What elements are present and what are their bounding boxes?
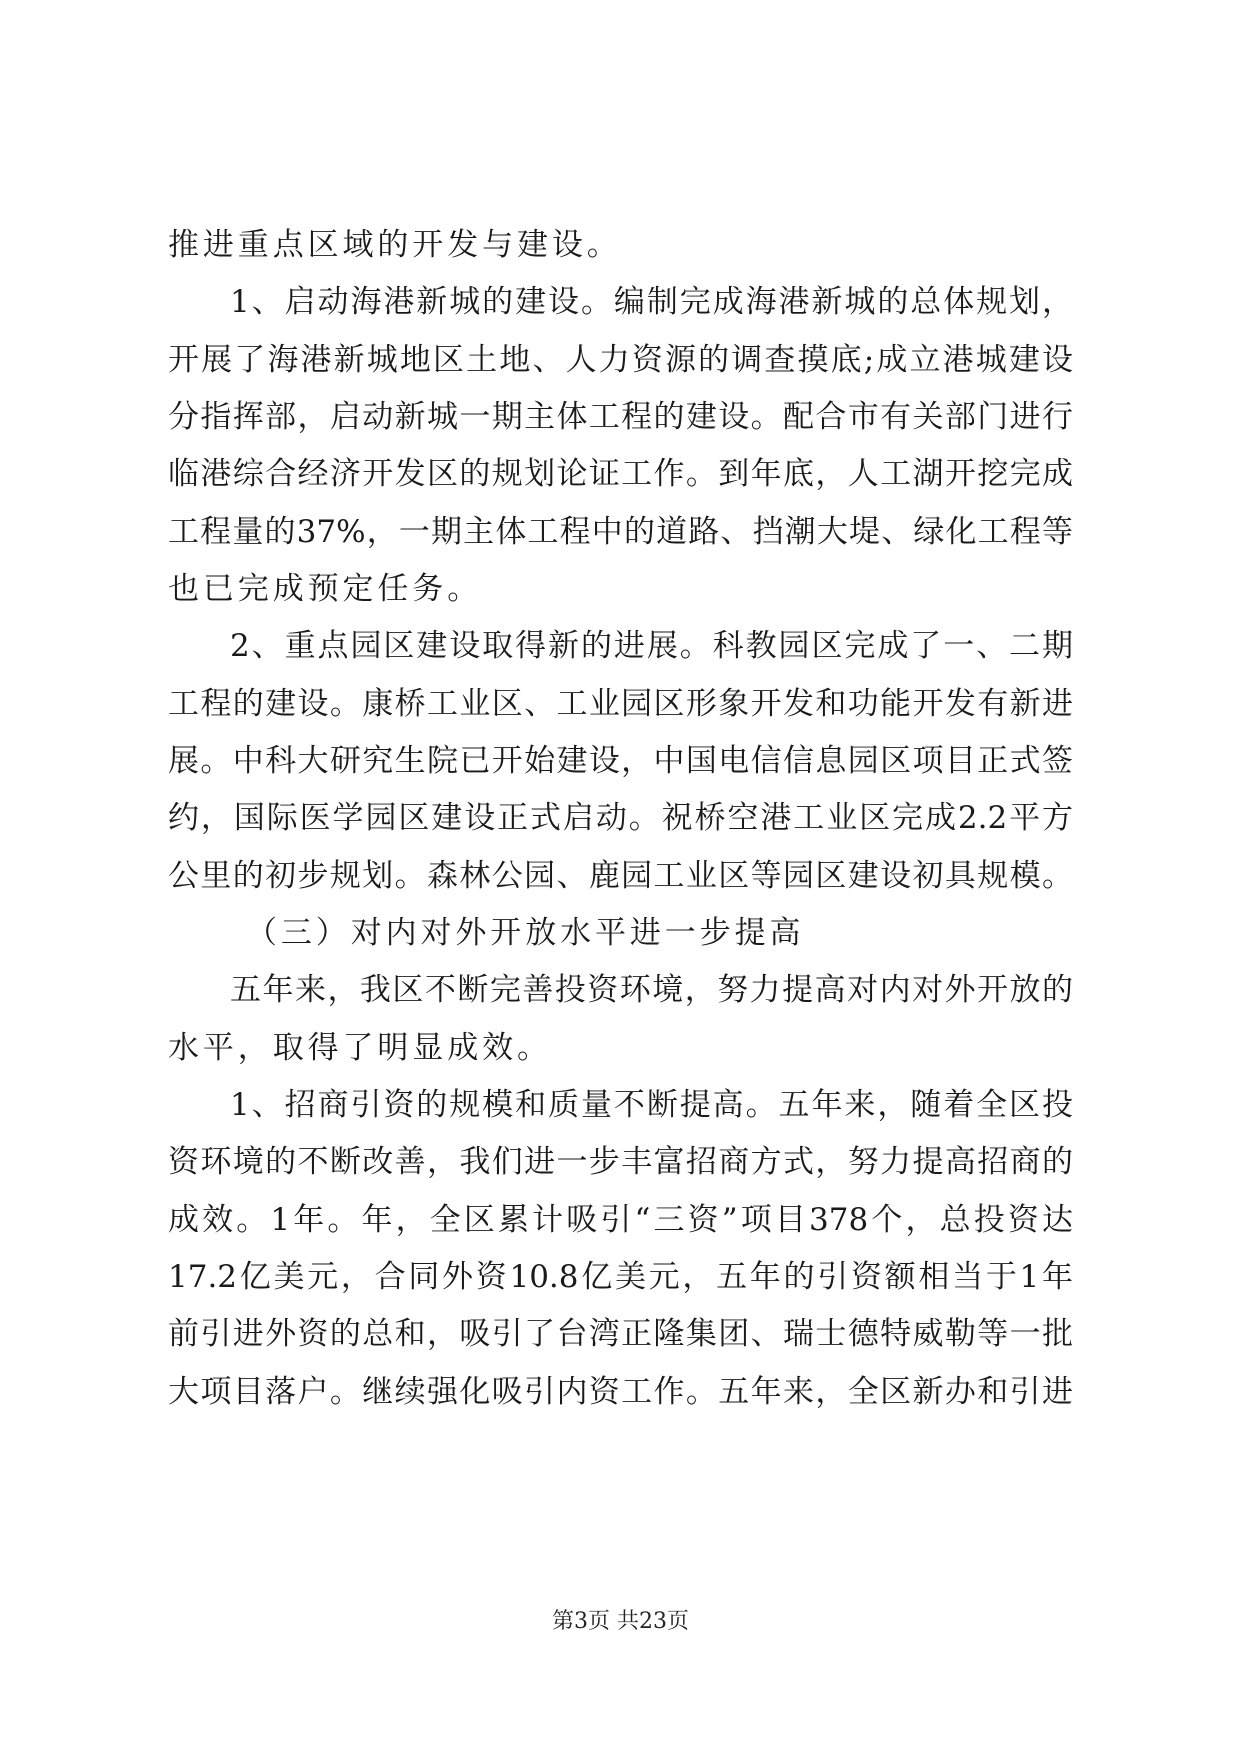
text-line: 1、招商引资的规模和质量不断提高。五年来，随着全区投 <box>230 1087 1073 1123</box>
text-line: 公里的初步规划。森林公园、鹿园工业区等园区建设初具规模。 <box>168 858 1073 894</box>
text-line: 展。中科大研究生院已开始建设，中国电信信息园区项目正式签 <box>168 743 1073 779</box>
text-line: 17.2亿美元，合同外资10.8亿美元，五年的引资额相当于1年 <box>168 1259 1073 1295</box>
text-line: 也已完成预定任务。 <box>168 571 483 607</box>
text-line: 资环境的不断改善，我们进一步丰富招商方式，努力提高招商的 <box>168 1144 1073 1180</box>
page-number-footer: 第3页 共23页 <box>552 1609 689 1634</box>
text-line: 五年来，我区不断完善投资环境，努力提高对内对外开放的 <box>230 972 1073 1008</box>
text-line: 工程量的37%，一期主体工程中的道路、挡潮大堤、绿化工程等 <box>168 514 1073 550</box>
text-line: 约，国际医学园区建设正式启动。祝桥空港工业区完成2.2平方 <box>168 800 1073 836</box>
text-line: 大项目落户。继续强化吸引内资工作。五年来，全区新办和引进 <box>168 1374 1073 1410</box>
text-line: 1、启动海港新城的建设。编制完成海港新城的总体规划， <box>230 284 1073 320</box>
text-line: 分指挥部，启动新城一期主体工程的建设。配合市有关部门进行 <box>168 399 1073 435</box>
text-line: 前引进外资的总和，吸引了台湾正隆集团、瑞士德特威勒等一批 <box>168 1316 1073 1352</box>
text-line: 成效。1年。年，全区累计吸引“三资”项目378个，总投资达 <box>168 1202 1073 1238</box>
text-line: 临港综合经济开发区的规划论证工作。到年底，人工湖开挖完成 <box>168 456 1073 492</box>
text-line: 推进重点区域的开发与建设。 <box>168 227 622 263</box>
text-line: 2、重点园区建设取得新的进展。科教园区完成了一、二期 <box>230 628 1073 664</box>
text-line: 开展了海港新城地区土地、人力资源的调查摸底;成立港城建设 <box>168 342 1073 378</box>
section-heading: （三）对内对外开放水平进一步提高 <box>246 915 805 951</box>
text-line: 水平，取得了明显成效。 <box>168 1030 552 1066</box>
text-line: 工程的建设。康桥工业区、工业园区形象开发和功能开发有新进 <box>168 686 1073 722</box>
